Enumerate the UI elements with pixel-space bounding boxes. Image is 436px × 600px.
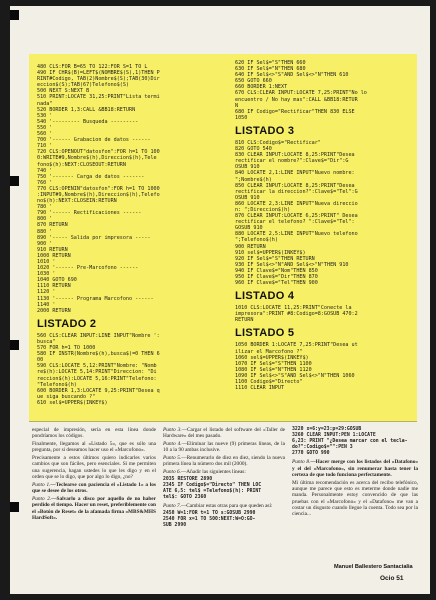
page-folio: Ocio 51 (380, 575, 404, 582)
step-8: Punto 8.—Hacer merge con los listados del «Datafono» y el del «Marcofono», sin renumerar hasta tener la certeza de que todo funciona perfectamente. (292, 459, 418, 479)
code-listing-panel (29, 54, 417, 422)
closing-paragraph (292, 480, 418, 518)
author-credit: Manuel Ballestero Santacialia (334, 564, 413, 570)
register-mark (10, 176, 19, 186)
paragraph: Precisamente a estos últimos quiero indicarles varios cambios que son fáciles, pero esenciales. Si me permiten una sugerencia, hagan ustedes lo que les digo y en el orden que se lo digo, que por algo lo digo, ¿no? (32, 455, 156, 481)
code-line: 3260 CLEAR INPUT:PEN 1:LOCATE (292, 433, 376, 439)
code-line: 2540 FOR x=1 TO 500:NEXT:W=O:GO- (163, 517, 256, 523)
code-line: SUB 2990 (163, 523, 187, 529)
listing-column-right (235, 60, 417, 391)
listado-2-title: LISTADO 2 (37, 317, 97, 330)
code-snippet-c (292, 427, 418, 457)
magazine-page (10, 6, 430, 594)
step-3: Punto 3.—Cargar el listado del software del «Taller de Hardware» del mes pasado. (163, 427, 285, 440)
code-listing-5: 1050 BORDER 1:LOCATE 7,25:PRINT"Desea ut ilizar el Marcofono ?" 1060 sel$=UPPER$(INKEY$) 1070 IF Sel$="S"THEN 1100 1080 IF Sel$="N"THEN 1120 1090 IF Sel$<>"S"AND Sel$<>"N"THEN 1060 1100 Codigo$="Directo" 1110 CLEAR INPUT (235, 342, 358, 392)
code-listing-2-cont: 620 IF Sel$="S"THEN 660 630 IF Sel$="N"THEN 680 640 IF Sel$<>"S"AND Sel$<>"N"THEN 610 650 GOTO 660 660 BORDER 1:NEXT 670 CLS:CLEAR INPUT:LOCATE 7,25:PRINT"No lo encuentro / No hay mas":CALL &BB18:RETUR N 680 IF Codigo="Rectificar"THEN 830 ELSE 1050 (235, 60, 367, 121)
code-snippet-a (163, 477, 285, 501)
intro-paragraphs (32, 427, 156, 480)
code-listing-4: 1010 CLS:LOCATE 11,25:PRINT"Conecte la impresora":PRINT #8:Codigo=8:GOSUB 470:2 RETURN (235, 305, 358, 324)
step-4: Punto 4.—Eliminar las nueve (9) primeras líneas, de la 10 a la 90 ambas inclusive. (163, 441, 286, 454)
code-line: ATE 6,5: tel$ =Telefono$(h): PRINT (163, 489, 262, 495)
paragraph: Finalmente, llegamos al «Listado 5», que es sólo una pregunta, por si deseamos hacer uso el «Marcofono». (32, 441, 156, 454)
code-line: tel$: GOTO 2360 (163, 495, 207, 501)
code-line: 3220 x=6:y=23:p=29:GOSUB (292, 427, 362, 432)
register-mark (10, 340, 19, 350)
listado-5-title: LISTADO 5 (235, 327, 295, 340)
code-line: 2450 W=1:FOR t=1 TO s:GOSUB 2990 (163, 511, 256, 517)
code-listing-1: 480 CLS:FOR B=65 TO 122:FOR S=1 TO L 490 IF CHR$(B)=LEFT$(NOMBRE$(S),1)THEN P RINT#Codigo, TAB(2)Nombre$(S);TAB(30)Dir eccion$(S);TAB(67)Telefono$(S) 500 NEXT S:NEXT B 510 PRINT:LOCATE 31,25:PRINT"Lista termi nada" 520 BORDER 1,3:CALL &BB18:RETURN 530 ' 540 '--------- Busqueda --------- 550 ' 560 ' 700 '------ Grabacion de datos ------ 710 ' 720 CLS:OPENOUT"datosfon":FOR h=1 TO 100 0:WRITE#9,Nombre$(h),Direccion$(h),Tele fono$(h):NEXT:CLOSEOUT:RETURN 740 ' 750 '------- Carga de datos ------- 760 ' 770 CLS:OPENIN"datosfon":FOR h=1 TO 1000 :INPUT#9,Nombre$(h),Direccion$(h),Telefo no$(h):NEXT:CLOSEIN:RETURN 780 ' 790 '------ Rectificaciones ------ 800 ' 870 RETURN 880 ' 890 '----- Salida por impresora ----- 900 ' 910 RETURN 1000 RETURN 1010 ' 1020 '------ Pre-Marcofono ------ 1030 ' 1040 GOTO 690 1110 RETURN 1120 ' 1130 '------ Programa Marcofono ------ 1140 ' 2000 RETURN (37, 64, 160, 314)
listado-4-title: LISTADO 4 (235, 290, 295, 303)
body-column-2 (163, 427, 285, 530)
paragraph: especial de impresión, sería en esta línea donde pondríamos los códigos. (32, 427, 156, 440)
code-snippet-b (163, 511, 285, 529)
step-2: Punto 2.—Salvarlo a disco por aquello de no haber perdido el tiempo. Hacer un reset, preferiblemente con el «Botón de Reset» de la afamada firma «MBS&MHS HardSoft». (32, 495, 157, 521)
register-mark (10, 502, 19, 512)
paragraph: Mi última recomendación es acerca del recibo telefónico, aunque me parece que esto es meterme donde nadie me manda. Personalmente estoy convencido de que las pruebas con el «Marcofono» y el «Datafono» me van a costar un disgusto cuando llegue la cuenta. Todo sea por la ciencia... (292, 479, 418, 518)
code-line: 2345 IF Codigo$="Directo" THEN LOC (163, 483, 262, 489)
code-line: 2770 GOTO 990 (292, 451, 330, 457)
code-listing-2: 560 CLS:CLEAR INPUT:LINE INPUT"Nombre ': busca" 570 FOR h=1 TO 1000 580 IF INSTR(Nombre$(h),busca$)=0 THEN 6 00 590 CLS:LOCATE 5,12:PRINT"Nombre: "Nomb re$(h):LOCATE 5,14:PRINT"Direccion: "Di reccion$(h):LOCATE 5,16:PRINT"Telefono: "Telefono$(h) 600 BORDER 1,3:LOCATE 9,25:PRINT"Desea q ue siga buscando ?" 610 sel$=UPPER$(INKEY$) (37, 332, 160, 406)
step-7: Punto 7.—Cambiar estas otras para que queden así: (163, 503, 273, 510)
register-mark (10, 10, 19, 20)
step-6: Punto 6.—Añadir las siguientes líneas: (163, 469, 246, 476)
body-column-1 (32, 427, 156, 523)
listado-3-title: LISTADO 3 (235, 124, 295, 137)
code-line: 6,23: PRINT "¿Desea marcar con el tecla- (292, 439, 408, 445)
step-5: Punto 5.—Renumerarlo de diez en diez, siendo la nueva primera línea la número dos mil (2000). (163, 455, 286, 468)
listing-column-left (37, 64, 223, 406)
code-line: do?":Codigo$="":PEN 3 (292, 445, 353, 451)
code-listing-3: 810 CLS:Codigo$="Rectificar" 820 GOTO 540 830 CLEAR INPUT:LOCATE 8,25:PRINT"Desea rectificar el nombre?":Clave$="Dir":G OSUB 910 840 LOCATE 2,1:LINE INPUT"Nuevo nombre: ";Nombre$(h) 850 CLEAR INPUT:LOCATE 8,25:PRINT"Desea rectificar la direccion?":Clave$="Tel":G OSUB 910 860 LOCATE 2,3:LINE INPUT"Nueva direccio n: ";Direccion$(h) 870 CLEAR INPUT:LOCATE 6,25:PRINT" Desea rectificar el telefono? ":Clave$="Tel": GOSUB 910 880 LOCATE 2,5:LINE INPUT"Nuevo telefono ";Telefono$(h) 900 RETURN 910 sel$=UPPER$(INKEY$) 920 IF Sel$="S"THEN RETURN 930 IF Sel$<>"N"AND Sel$<>"N"THEN 910 940 IF Clave$="Nom"THEN 850 950 IF Clave$="Dir"THEN 870 960 IF Clave$="Tel"THEN 900 (235, 139, 358, 287)
body-column-3 (292, 427, 418, 519)
step-1: Punto 1.—Teclearse con paciencia el «Listado 1» a los que se desee de los otros. (32, 481, 156, 495)
code-line: 2035 RESTORE 2890 (163, 477, 213, 483)
